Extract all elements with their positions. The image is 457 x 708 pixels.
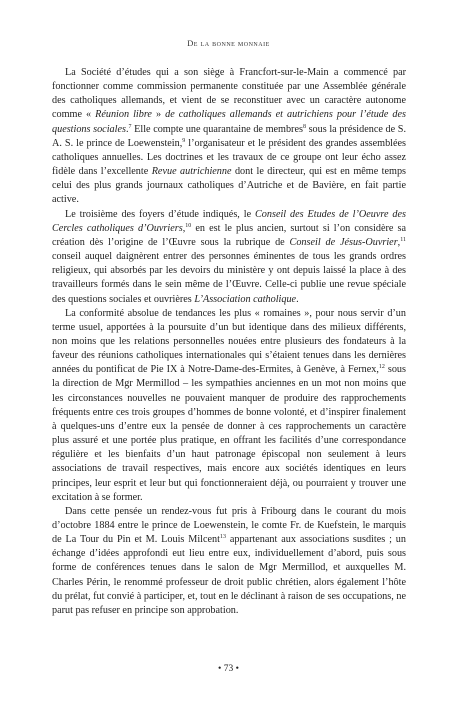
italic-text: Réunion libre: [95, 109, 152, 121]
text-run: Elle compte une quarantaine de membres: [131, 123, 303, 135]
text-run: La conformité absolue de tendances les plus « romaines », pour nous servir d’un terme usuel, apportées à la poursuite d’un but identique dans des milieux différents, non moins que les relations personnelles nouées entre plusieurs des fondateurs à la faveur des réunions catholiques internationales qui s’étaient tenues dans les dernières années du pontificat de Pie IX à Notre-Dame-des-Ermites, à Genève, à Fernex,: [52, 307, 406, 376]
text-run: Dans cette pensée un rendez-vous fut pris à Fribourg dans le courant du mois d’octobre 1884 entre le prince de Loewenstein, le comte Fr. de Kuefstein, le marquis de La Tour du Pin et M. Louis Milcent: [52, 505, 406, 546]
text-run: ,: [182, 222, 186, 234]
italic-text: Revue autrichienne: [151, 166, 232, 178]
footnote-ref: 13: [219, 534, 226, 541]
footnote-ref: 7: [128, 123, 132, 130]
text-run: en est le plus ancien, surtout si l’on considère sa création dès l’origine de l’Œuvre sous la rubrique de: [52, 222, 406, 248]
text-run: appartenant aux associations susdites ; un échange d’idées approfondi eut lieu entre eux, individuellement d’abord, puis sous forme de conférences tenues dans le salon de Mgr Mermillod, et auxquelles M. Charles Périn, le renommé professeur de droit public chrétien, alors également l’hôte du prélat, fut convié à participer, et, tout en le déclinant à raison de ses occupations, ne parut pas refuser en principe son approbation.: [52, 534, 406, 616]
paragraph: [52, 505, 406, 618]
text-run: sous la direction de Mgr Mermillod – les sympathies anciennes en un mot non moins que les circonstances nouvelles ne pouvaient manquer de produire des rapprochements fréquents entre ces trois groupes d’hommes de bonne volonté, et d’inspirer finalement à quelques-uns d’entre eux la pensée de donner à ces rapprochements un caractère plus assuré et une portée plus pratique, en offrant les facilités d’une correspondance régulière et les bienfaits d’un haut patronage épiscopal non seulement à leurs associations de travail respectives, mais encore aux sociétés identiques en leurs principes, leur esprit et leur but qui fonctionneraient déjà, ou pourraient y trouver une excitation à se former.: [52, 364, 406, 503]
text-run: Le troisième des foyers d’étude indiqués, le: [65, 208, 255, 220]
footnote-ref: 10: [185, 222, 192, 229]
paragraph: [52, 208, 406, 307]
paragraph: [52, 307, 406, 505]
italic-text: de catholiques allemands et autrichiens pour l’étude des questions sociales: [52, 109, 407, 135]
text-run: conseil auquel daignèrent entrer des personnes éminentes de tous les grands ordres religieux, qui absorbés par les devoirs du ministère y ont depuis laissé la place à des travailleurs formés dans le sein même de l’Œuvre. Celle-ci publie une revue spéciale des questions sociales et ouvrières: [52, 251, 406, 305]
text-run: .: [296, 293, 299, 305]
text-run: ,: [397, 236, 401, 248]
footnote-ref: 12: [378, 364, 385, 371]
page-number: • 73 •: [218, 664, 239, 674]
text-run: l’organisateur et le président des grandes assemblées catholiques annuelles. Les doctrines et les travaux de ce groupe ont leur écho assez fidèle dans l’excellente: [52, 137, 406, 178]
footnote-ref: 9: [182, 137, 186, 144]
italic-text: L’Association catholique: [194, 293, 297, 305]
text-run: .: [125, 123, 129, 135]
running-head: De la bonne monnaie: [187, 39, 270, 48]
italic-text: Conseil des Etudes de l’Oeuvre des Cercles catholiques d’Ouvriers: [52, 208, 406, 234]
italic-text: Conseil de Jésus-Ouvrier: [289, 236, 398, 248]
text-run: »: [151, 109, 166, 121]
body-text: [52, 66, 406, 618]
text-run: dont le directeur, qui est en même temps celui des plus grands journaux catholiques d’Autriche et de Bavière, en fait partie active.: [52, 166, 407, 206]
text-run: La Société d’études qui a son siège à Francfort-sur-le-Main a commencé par fonctionner comme commission permanente constituée par une Assemblée générale des catholiques allemands, et vient de se reconstituer avec un caractère autonome comme «: [52, 67, 406, 121]
paragraph: [52, 66, 406, 208]
footnote-ref: 11: [400, 236, 406, 243]
footnote-ref: 8: [302, 123, 306, 130]
text-run: sous la présidence de S. A. S. le prince de Loewenstein,: [52, 123, 406, 149]
